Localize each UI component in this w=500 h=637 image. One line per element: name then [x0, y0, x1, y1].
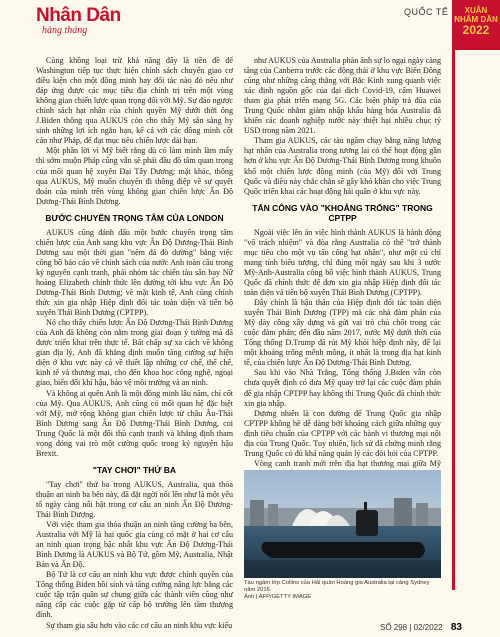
article-column-left	[36, 56, 233, 631]
paragraph: Sau khi vào Nhà Trắng, Tổng thống J.Biden vẫn còn chưa quyết định có đưa Mỹ quay trở lại các cuộc đàm phán để gia nhập CPTPP hay không thì Trung Quốc đã chính thức xin gia nhập.	[244, 368, 441, 408]
paragraph: Với việc tham gia thỏa thuận an ninh tăng cường ba bên, Australia với Mỹ là hai quốc gia cùng có mặt ở hai cơ cấu an ninh quan trọng bậc nhất khu vực Ấn Độ Dương-Thái Bình Dương là AUKUS và Bộ Tứ, gồm Mỹ, Australia, Nhật Bản và Ấn Độ.	[36, 520, 233, 570]
tab-line1: XUÂN	[464, 6, 488, 15]
paragraph: Sự tham gia sâu hơn vào các cơ cấu an ninh khu vực kiểu	[46, 620, 233, 630]
paragraph: Nó cho thấy chiến lược Ấn Độ Dương-Thái Bình Dương của Anh đã không còn nằm trong giai đoạn ý tưởng mà đã được triển khai trên thực tế. Bất chấp sự xa cách về không gian địa lý, Anh đã khẳng định muốn tăng cường sự hiện diện ở khu vực này cả về thiết lập những cơ chế, thể chế, kinh tế và thương mại, cho đến khoa học công nghệ, ngoại giao, biển đối khí hậu, bảo vệ môi trường và an ninh.	[36, 318, 233, 388]
paragraph: Vòng canh tranh mới trên địa hạt thương mại giữa Mỹ	[254, 458, 441, 468]
paragraph: Tham gia AUKUS, các tàu ngầm chạy bằng năng lượng hạt nhân của Australia trong tương lai có thể hoạt động gần hơn ở khu vực Ấn Độ Dương-Thái Bình Dương trong khuôn khổ một chiến lược đồng minh (của Mỹ) đối với Trung Quốc và điều này chắc chắn sẽ gây khó khăn cho việc Trung Quốc triển khai các hoạt động hải quân ở khu vực này.	[244, 136, 441, 196]
photo-caption	[244, 580, 441, 601]
tab-year: 2022	[462, 23, 490, 37]
paragraph: Cũng không loại trừ khả năng đây là tiền đề để Washington tiếp tục thực hiện chính sách chuyển giao cơ điều kiện cho một đồng minh hay đối tác nào đó nếu như đáp ứng được các mục tiêu địa chính trị trên một vùng không gian chiến lược quan trọng đối với Mỹ. Sự đảo ngược chính sách hạt nhân của chính quyền Mỹ dưới thời ông J.Biden thông qua AUKUS còn cho thấy Mỹ sẵn sàng hy sinh những lợi ích ngắn hạn, kể cả với các đồng minh cốt cán như Pháp, để đạt mục tiêu chiến lược dài hạn.	[36, 56, 233, 146]
publication-logo	[36, 6, 121, 36]
caption-text: Tàu ngầm lớp Collins của Hải quân Hoàng gia Australia tại cảng Sydney năm 2016.	[244, 580, 430, 593]
paragraph: như AUKUS của Australia phản ánh sự lo ngại ngày càng tăng của Canberra trước các động thái ở khu vực Biển Đông cũng như những căng thẳng với Bắc Kinh xung quanh việc xác định nguồn gốc của đại dịch Covid-19, cấm Huawei tham gia phát triển mạng 5G. Các biện pháp trả đũa của Trung Quốc nhằm giảm nhập khẩu hàng hóa Australia đã khiến các doanh nghiệp nước này thiệt hại nhiều chục tỷ USD trong năm 2021.	[244, 56, 441, 136]
tab-line2: NHÂM DẦN	[454, 15, 498, 24]
section-heading: TẤN CÔNG VÀO "KHOẢNG TRỐNG" TRONG CPTPP	[252, 202, 433, 223]
side-accent-bar	[452, 50, 455, 590]
paragraph: Bộ Tứ là cơ cấu an ninh khu vực được chính quyền của Tổng thống Biden hồi sinh và tăng cường năng lực bằng các cuộc tập trận quân sự chung giữa các thành viên cũng như nâng cấp các cuộc gặp từ cấp bộ trưởng lên tầm thượng đỉnh.	[36, 570, 233, 620]
submarine-photo	[244, 470, 441, 578]
logo-main-text: Nhân Dân	[36, 5, 121, 26]
submarine-harbor-image	[244, 470, 441, 578]
paragraph: "Tay chơi" thứ ba trong AUKUS, Australia, qua thỏa thuận an ninh ba bên này, đã đặt ngời nổi lên như là một yếu tố ngày càng nổi bật trong cơ cấu an ninh Ấn Độ Dương-Thái Bình Dương.	[36, 479, 233, 520]
logo-sub-text: hàng tháng	[42, 25, 88, 36]
page-number: 83	[450, 622, 462, 633]
issue-tab	[452, 0, 500, 50]
issue-number: SỐ 298 | 02/2022	[380, 623, 443, 632]
paragraph: Và không ai quên Anh là một đồng minh lâu năm, chí cốt của Mỹ. Qua AUKUS, Anh cũng có mối quan hệ đặc biệt với Mỹ, mở rộng không gian chiến lược từ châu Âu-Thái Bình Dương sang Ấn Độ Dương-Thái Bình Dương, coi Trung Quốc là một đối thủ cạnh tranh và khẳng định tham vọng đóng vai trò một cường quốc trong kỷ nguyên hậu Brexit.	[36, 388, 233, 458]
paragraph: Một phần lời vì Mỹ biết rằng dù có làm mình làm mẩy thì sớm muộn Pháp cũng vẫn sẽ phải đầu đồ tâm quan trọng của mối quan hệ xuyên Đại Tây Dương; mặt khác, thông qua AUKUS, Mỹ muốn chuyển đi thông điệp về sự quyết đoán của mình trên vùng không gian chiến lược Ấn Độ Dương-Thái Bình Dương.	[36, 146, 233, 206]
paragraph: Dương nhiên là con đường để Trung Quốc gia nhập CPTPP không hề dễ dàng bởi khoảng cách giữa những quy định tiêu chuẩn của CPTPP với các hành vi thương mại nội địa của Trung Quốc. Tuy nhiên, lịch sử đã chứng minh rằng Trung Quốc có đủ khả năng quản lý các đòi hỏi của CPTPP.	[244, 408, 441, 458]
page-footer	[380, 622, 462, 633]
paragraph: Ngoài việc lên án việc hình thành AUKUS là hành động "vô trách nhiệm" và đòa rằng Australia có thể "trở thành mục tiêu cho một vụ tấn công hạt nhân", như một cú chỉ mang tính biểu tượng, chỉ đúng một ngày sau khi 3 nước Mỹ-Anh-Australia công bố việc hình thành AUKUS, Trung Quốc đã chính thức đệ đơn xin gia nhập Hiệp định đối tác toàn diện và tiến bộ xuyên Thái Bình Dương (CPTPP).	[244, 227, 441, 298]
section-label: QUỐC TẾ	[404, 7, 449, 17]
paragraph: AUKUS cũng đánh dấu một bước chuyển trọng tâm chiến lược của Anh sang khu vực Ấn Độ Dương-Thái Bình Dương sau một thời gian "nêm đá đò dường" bằng việc công bố báo cáo về chính sách của nước Anh toàn cầu trong kỷ nguyên cạnh tranh, phái nhóm tác chiến tàu sân bay Nữ hoàng Elizabeth chính thức lên đường tới khu vực Ấn Độ Dương-Thái Bình Dương; về mặt kinh tế, Anh cũng chính thức xin gia nhập Hiệp định đối tác toàn diện và tiến bộ xuyên Thái Bình Dương (CPTPP).	[36, 227, 233, 318]
section-heading: "TAY CHƠI" THỨ BA	[92, 464, 177, 475]
paragraph: Đây chính là hậu thân của Hiệp định đối tác toàn diện xuyên Thái Bình Dương (TPP) mà các nhà đàm phán của Mỹ dày công xây dựng và gửi vai trò chủ chốt trong các cuộc đàm phán; đến đầu năm 2017, nước Mỹ dưới thời của Tổng thống D.Trump đã rút Mỹ khỏi hiệp định này, để lại một khoảng trống mênh mông, ít nhất là trong địa hạt kinh tế, của chiến lược Ấn Độ Dương-Thái Bình Dương.	[244, 298, 441, 368]
page-header	[0, 0, 500, 50]
article-column-right	[244, 56, 441, 479]
photo-credit: Ảnh | AFP/GETTY IMAGE	[244, 594, 312, 600]
section-heading: BƯỚC CHUYỂN TRỌNG TÂM CỦA LONDON	[45, 212, 224, 223]
